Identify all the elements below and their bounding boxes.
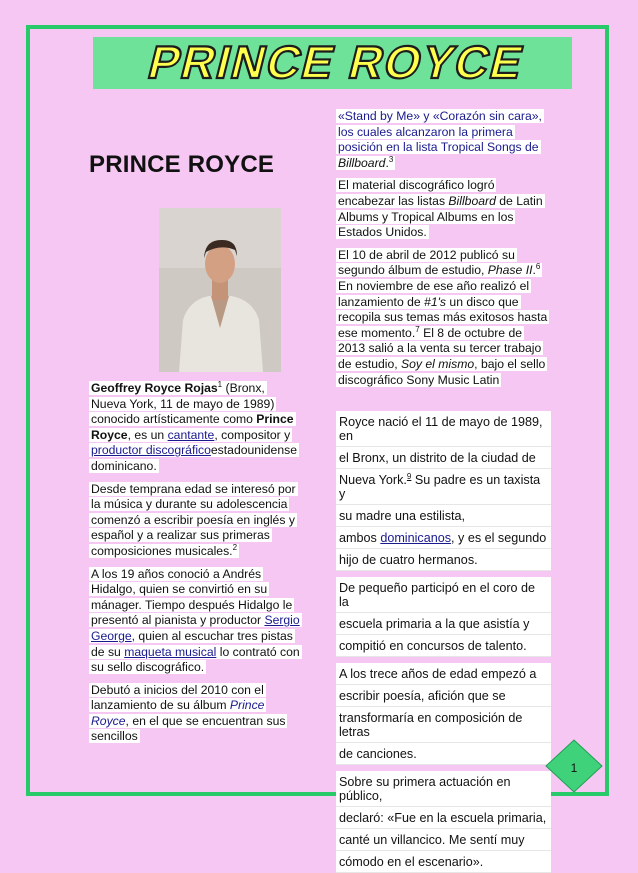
paragraph-singles bbox=[336, 109, 550, 171]
bio-line: hijo de cuatro hermanos. bbox=[336, 549, 551, 571]
paragraph-career-start bbox=[89, 567, 303, 676]
bio-line bbox=[336, 469, 551, 505]
link-dominicanos[interactable]: dominicanos bbox=[380, 531, 452, 545]
paragraph-debut bbox=[89, 683, 303, 745]
bio-line: canté un villancico. Me sentí muy bbox=[336, 829, 551, 851]
text-span: , quien al escuchar tres pistas de su bbox=[91, 628, 293, 659]
banner-title-art bbox=[93, 37, 572, 89]
bio-line bbox=[336, 527, 551, 549]
text-span: . bbox=[385, 155, 389, 170]
text-span: En noviembre de ese año realizó el lanzamiento de bbox=[338, 278, 530, 309]
bio-line: declaró: «Fue en la escuela primaria, bbox=[336, 807, 551, 829]
paragraph-albums bbox=[336, 248, 550, 388]
artist-stage-name: Prince Royce bbox=[91, 412, 294, 442]
text-span: lo contrató con su sello discográfico. bbox=[91, 644, 300, 675]
text-span: Debutó a inicios del 2010 con el lanzamiento de su álbum bbox=[91, 682, 264, 713]
bio-line: de canciones. bbox=[336, 743, 551, 765]
bio-line: Royce nació el 11 de mayo de 1989, en bbox=[336, 411, 551, 447]
text-span: , es un bbox=[127, 427, 168, 442]
billboard-italic: Billboard bbox=[448, 193, 496, 208]
text-span: un disco que recopila sus temas más exitosos hasta ese momento. bbox=[338, 294, 548, 340]
text-span: ambos bbox=[339, 531, 381, 545]
bio-line: su madre una estilista, bbox=[336, 505, 551, 527]
text-span: Desde temprana edad se interesó por la música y durante su adolescencia comenzó a escribir poesía en inglés y español y a realizar sus primeras composiciones musicales. bbox=[91, 481, 296, 558]
text-span: Nueva York. bbox=[339, 473, 407, 487]
bio-line: el Bronx, un distrito de la ciudad de bbox=[336, 447, 551, 469]
text-span: estadounidense dominicano. bbox=[91, 443, 297, 473]
left-column bbox=[89, 381, 303, 752]
text-span: El 8 de octubre de 2013 salió a la venta su tercer trabajo de estudio, bbox=[338, 325, 542, 371]
bio-line: cómodo en el escenario». bbox=[336, 851, 551, 873]
bio-line: escuela primaria a la que asistía y bbox=[336, 613, 551, 635]
artist-full-name: Geoffrey Royce Rojas bbox=[91, 381, 218, 395]
title-banner bbox=[93, 37, 572, 89]
footnote-ref[interactable]: 6 bbox=[535, 262, 541, 272]
text-span: A los 19 años conoció a Andrés Hidalgo, quien se convirtió en su mánager. Tiempo después Hidalgo le presentó al pianista y productor bbox=[91, 566, 293, 628]
footnote-ref[interactable]: 2 bbox=[232, 542, 238, 552]
text-span: El 10 de abril de 2012 publicó su segundo álbum de estudio, bbox=[338, 247, 515, 278]
footnote-ref[interactable]: 7 bbox=[415, 324, 420, 334]
text-span: «Stand by Me» y «Corazón sin cara», los cuales alcanzaron la primera posición en la lista Tropical Songs de bbox=[338, 109, 542, 155]
paragraph-early-life bbox=[89, 482, 303, 560]
page-title: PRINCE ROYCE bbox=[89, 151, 275, 178]
text-span: , en el que se encuentran sus sencillos bbox=[91, 713, 286, 744]
link-cantante[interactable]: cantante bbox=[167, 427, 215, 442]
text-span: , y es el segundo bbox=[451, 531, 547, 545]
paragraph-intro bbox=[89, 381, 303, 475]
footnote-ref[interactable]: 3 bbox=[388, 154, 394, 164]
bio-line: transformaría en composición de letras bbox=[336, 707, 551, 743]
album-soy-el-mismo: Soy el mismo bbox=[401, 356, 475, 371]
text-span: de Latin Albums y Tropical Albums en los Estados Unidos. bbox=[338, 193, 543, 240]
bio-line: A los trece años de edad empezó a bbox=[336, 663, 551, 685]
text-span: Su padre es un taxista y bbox=[339, 473, 541, 501]
banner-title: PRINCE ROYCE bbox=[143, 37, 531, 88]
footnote-ref[interactable]: 9 bbox=[406, 471, 412, 481]
bio-line: De pequeño participó en el coro de la bbox=[336, 577, 551, 613]
page-number-badge bbox=[540, 738, 608, 794]
artist-photo bbox=[159, 208, 281, 372]
text-span: , compositor y bbox=[214, 427, 291, 442]
text-span: . bbox=[532, 263, 536, 278]
album-phase-ii: Phase II bbox=[487, 263, 533, 278]
bio-table bbox=[336, 411, 551, 873]
footnote-ref[interactable]: 1 bbox=[217, 379, 223, 389]
link-productor[interactable]: productor discográfico bbox=[91, 443, 211, 458]
billboard-italic: Billboard bbox=[338, 155, 386, 170]
right-column bbox=[336, 109, 550, 395]
text-span: (Bronx, Nueva York, 11 de mayo de 1989) conocido artísticamente como bbox=[91, 381, 275, 427]
text-span: , bajo el sello discográfico Sony Music Latin bbox=[338, 356, 546, 387]
text-span: El material discográfico logró encabezar las listas bbox=[338, 178, 495, 208]
bio-line: Sobre su primera actuación en público, bbox=[336, 771, 551, 807]
link-maqueta-musical[interactable]: maqueta musical bbox=[124, 644, 217, 659]
link-sergio-george[interactable]: Sergio George bbox=[91, 613, 300, 643]
paragraph-charts bbox=[336, 178, 550, 240]
page-number: 1 bbox=[570, 761, 578, 775]
bio-line: escribir poesía, afición que se bbox=[336, 685, 551, 707]
album-1s: #1's bbox=[424, 294, 447, 309]
album-title: Prince Royce bbox=[91, 698, 265, 728]
bio-line: compitió en concursos de talento. bbox=[336, 635, 551, 657]
